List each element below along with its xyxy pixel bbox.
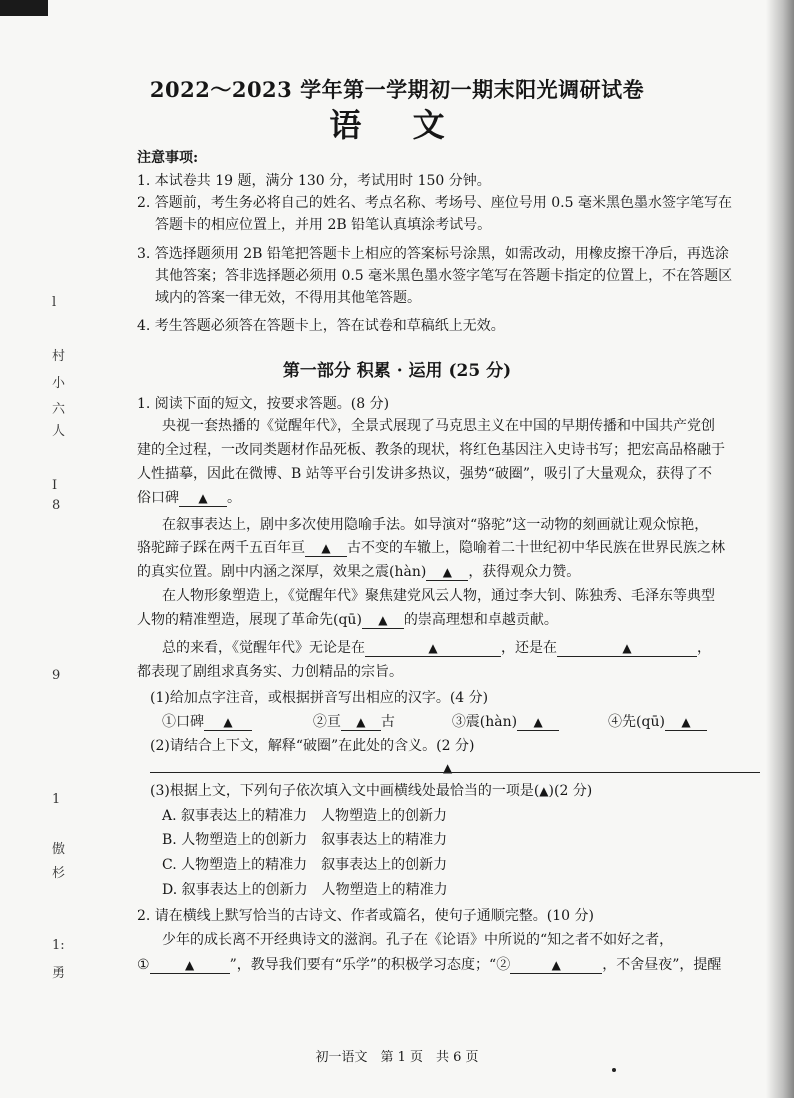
passage-line: [137, 538, 725, 558]
blank-mark: ▲: [356, 715, 366, 729]
answer-blank[interactable]: [150, 957, 230, 974]
q1-sub1-stem: (1)给加点字注音，或根据拼音写出相应的汉字。(4 分): [150, 690, 489, 706]
option-a[interactable]: A. 叙事表达上的精准力 人物塑造上的创新力: [162, 808, 448, 824]
scan-edge-shadow: [766, 0, 794, 1098]
option-d[interactable]: D. 叙事表达上的创新力 人物塑造上的精准力: [162, 882, 448, 898]
notes-heading: 注意事项:: [137, 150, 199, 166]
blank-mark: ▲: [378, 613, 388, 627]
blank-mark: ▲: [442, 565, 452, 579]
margin-char: 六: [52, 402, 66, 417]
margin-char: 勇: [52, 966, 66, 981]
pinyin-item: 古: [380, 714, 395, 730]
note-line: 2. 答题前，考生务必将自己的姓名、考点名称、考场号、座位号用 0.5 毫米黑色墨水签字笔写在: [137, 195, 732, 211]
q-text: )(2 分): [548, 783, 593, 799]
passage-line: 在人物形象塑造上，《觉醒年代》聚焦建党风云人物，通过李大钊、陈独秀、毛泽东等典型: [162, 588, 715, 604]
answer-blank[interactable]: [557, 640, 697, 657]
scan-artifact-top: [0, 0, 48, 16]
exam-title: 2022～2023 学年第一学期初一期末阳光调研试卷: [149, 77, 645, 102]
blank-mark: ▲: [539, 784, 549, 798]
passage-line: 都表现了剧组求真务实、力创精品的宗旨。: [137, 664, 403, 680]
margin-char: 人: [52, 424, 66, 439]
section-heading: 第一部分 积累 · 运用 (25 分): [282, 361, 512, 381]
subject-title: 语 文: [329, 106, 465, 144]
passage-text: ”，教导我们要有“乐学”的积极学习态度；“②: [229, 957, 511, 973]
blank-mark: ▲: [443, 761, 453, 775]
blank-mark: ▲: [184, 958, 195, 972]
blank-mark: ▲: [533, 715, 543, 729]
blank-mark: ▲: [681, 715, 691, 729]
margin-char: 小: [52, 376, 66, 391]
blank-mark: ▲: [428, 641, 438, 655]
q1-sub2-stem: (2)请结合上下文，解释“破圈”在此处的含义。(2 分): [150, 738, 475, 754]
q1-stem: 1. 阅读下面的短文，按要求答题。(8 分): [137, 396, 390, 412]
note-line: 其他答案；答非选择题必须用 0.5 毫米黑色墨水签字笔写在答题卡指定的位置上，不在答题区: [155, 268, 733, 284]
passage-text: ，还是在: [501, 640, 557, 656]
passage-line: 在叙事表达上，剧中多次使用隐喻手法。如导演对“骆驼”这一动物的刻画就让观众惊艳，: [162, 517, 709, 533]
q-text: (3)根据上文，下列句子依次填入文中画横线处最恰当的一项是(: [150, 783, 540, 799]
passage-text: 古不变的车辙上，隐喻着二十世纪初中华民族在世界民族之林: [347, 540, 725, 556]
passage-line: [137, 955, 721, 975]
margin-char: 村: [52, 349, 66, 364]
answer-blank[interactable]: [204, 714, 252, 731]
answer-blank[interactable]: [426, 564, 468, 581]
passage-text: ，获得观众力赞。: [468, 564, 581, 580]
passage-text: 人物的精准塑造，展现了革命先(qū): [137, 612, 362, 628]
passage-text: ①: [137, 957, 150, 973]
answer-blank[interactable]: [305, 540, 347, 557]
passage-line: 人性描摹，因此在微博、B 站等平台引发讲多热议，强势“破圈”，吸引了大量观众，获得了不: [137, 466, 713, 482]
blank-mark: ▲: [198, 491, 208, 505]
pinyin-item: ②亘: [312, 714, 341, 730]
passage-text: 的崇高理想和卓越贡献。: [403, 612, 558, 628]
period: 。: [227, 490, 241, 506]
margin-char: l: [52, 295, 57, 310]
answer-blank[interactable]: [362, 612, 404, 629]
passage-text: 总的来看，《觉醒年代》无论是在: [162, 640, 365, 656]
note-line: 答题卡的相应位置上，并用 2B 铅笔认真填涂考试号。: [155, 217, 492, 233]
answer-blank[interactable]: [179, 490, 227, 507]
answer-blank[interactable]: [517, 714, 559, 731]
note-line: 3. 答选择题须用 2B 铅笔把答题卡上相应的答案标号涂黑，如需改动，用橡皮擦干净后，再选涂: [137, 246, 729, 262]
passage-line: 少年的成长离不开经典诗文的滋润。孔子在《论语》中所说的“知之者不如好之者，: [162, 932, 674, 948]
passage-line: [137, 488, 241, 508]
q1-sub1-items: [162, 712, 707, 732]
margin-char: 傲: [52, 842, 66, 857]
pinyin-item: ①口碑: [162, 714, 204, 730]
answer-blank[interactable]: [665, 714, 707, 731]
passage-text: 的真实位置。剧中内涵之深厚，效果之震(hàn): [137, 564, 427, 580]
passage-line: 央视一套热播的《觉醒年代》，全景式展现了马克思主义在中国的早期传播和中国共产党创: [162, 418, 715, 434]
answer-blank[interactable]: [365, 640, 501, 657]
margin-char: 8: [52, 498, 61, 513]
passage-line: [137, 562, 580, 582]
passage-text: ，不舍昼夜”，提醒: [602, 957, 722, 973]
margin-char: 9: [52, 668, 61, 683]
passage-text: 骆驼蹄子踩在两千五百年亘: [137, 540, 305, 556]
answer-line[interactable]: [150, 770, 760, 773]
option-b[interactable]: B. 人物塑造上的创新力 叙事表达上的精准力: [162, 832, 448, 848]
margin-char: 1: [52, 792, 61, 807]
passage-line: 建的全过程，一改同类题材作品死板、教条的现状，将红色基因注入史诗书写；把宏高品格融于: [137, 442, 725, 458]
passage-line: [162, 638, 711, 658]
blank-mark: ▲: [551, 958, 561, 972]
margin-char: 1:: [52, 938, 65, 953]
blank-mark: ▲: [622, 641, 632, 655]
pinyin-item: ④先(qū): [608, 714, 665, 730]
page-footer: 初一语文 第 1 页 共 6 页: [315, 1050, 479, 1065]
passage-text: ，: [697, 640, 711, 656]
q1-sub3-stem: [150, 781, 592, 801]
margin-char: 杉: [52, 866, 66, 881]
blank-mark: ▲: [223, 715, 233, 729]
answer-blank[interactable]: [341, 714, 381, 731]
margin-char: I: [52, 478, 58, 493]
scan-dot: [612, 1068, 616, 1072]
passage-text: 俗口碑: [137, 490, 179, 506]
answer-blank[interactable]: [510, 957, 602, 974]
q2-stem: 2. 请在横线上默写恰当的古诗文、作者或篇名，使句子通顺完整。(10 分): [137, 908, 594, 924]
passage-line: [137, 610, 558, 630]
note-line: 4. 考生答题必须答在答题卡上，答在试卷和草稿纸上无效。: [137, 318, 505, 334]
pinyin-item: ③震(hàn): [451, 714, 518, 730]
note-line: 域内的答案一律无效，不得用其他笔答题。: [155, 290, 421, 306]
blank-mark: ▲: [321, 541, 331, 555]
option-c[interactable]: C. 人物塑造上的精准力 叙事表达上的创新力: [162, 857, 448, 873]
note-line: 1. 本试卷共 19 题，满分 130 分，考试用时 150 分钟。: [137, 173, 491, 189]
